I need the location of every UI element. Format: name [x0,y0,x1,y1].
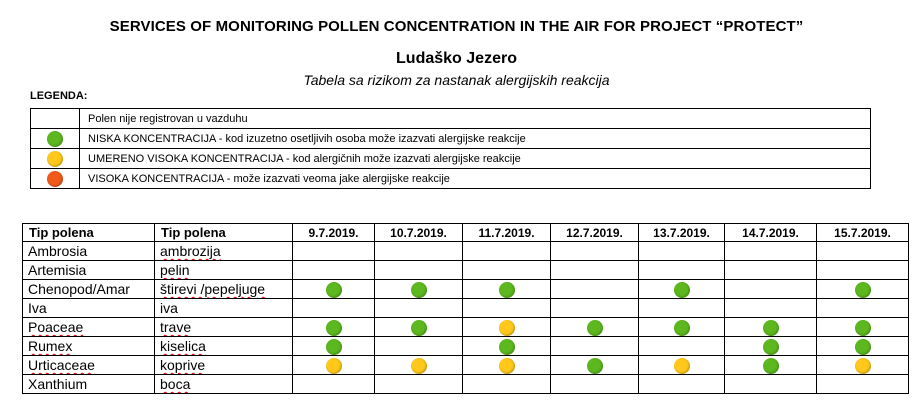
legend-swatch-cell [31,169,80,189]
concentration-cell [293,299,375,318]
concentration-cell [551,318,639,337]
concentration-cell [463,337,551,356]
date-header: 13.7.2019. [639,224,725,242]
concentration-cell [725,280,817,299]
table-row [23,337,909,356]
cell-text: kiselica [160,338,206,354]
cell-text: Iva [28,300,47,316]
concentration-cell [817,299,909,318]
cell-text: Urticaceae [28,357,95,373]
concentration-cell [293,242,375,261]
legend-swatch-cell [31,109,80,129]
legend-row [31,129,871,149]
pollen-local-name [155,337,293,356]
pollen-table [22,223,909,394]
low-concentration-dot-icon [411,282,427,298]
table-row [23,261,909,280]
concentration-cell [375,337,463,356]
concentration-cell [639,337,725,356]
medium-concentration-dot-icon [499,358,515,374]
concentration-cell [639,356,725,375]
cell-text: Poaceae [28,319,84,335]
low-concentration-dot-icon [763,320,779,336]
date-header: 14.7.2019. [725,224,817,242]
concentration-cell [293,318,375,337]
legend-text: VISOKA KONCENTRACIJA - može izazvati veoma jake alergijske reakcije [80,169,871,189]
pollen-local-name [155,318,293,337]
legend-row [31,149,871,169]
cell-text: štirevi /pepeljuge [160,281,266,297]
low-concentration-dot-icon [47,131,63,147]
concentration-cell [725,242,817,261]
page-title: SERVICES OF MONITORING POLLEN CONCENTRATION IN THE AIR FOR PROJECT “PROTECT” [109,18,804,35]
concentration-cell [463,261,551,280]
legend-text: UMERENO VISOKA KONCENTRACIJA - kod alergičnih može izazvati alergijske reakcije [80,149,871,169]
concentration-cell [463,299,551,318]
concentration-cell [639,261,725,280]
concentration-cell [293,356,375,375]
pollen-local-name [155,242,293,261]
concentration-cell [375,375,463,394]
concentration-cell [725,261,817,280]
low-concentration-dot-icon [411,320,427,336]
concentration-cell [463,356,551,375]
concentration-cell [551,356,639,375]
pollen-local-name [155,280,293,299]
table-row [23,375,909,394]
concentration-cell [639,375,725,394]
low-concentration-dot-icon [855,320,871,336]
pollen-local-name [155,375,293,394]
low-concentration-dot-icon [587,358,603,374]
column-header-latin: Tip polena [23,224,155,242]
pollen-latin-name [23,318,155,337]
concentration-cell [375,280,463,299]
pollen-latin-name [23,356,155,375]
concentration-cell [551,242,639,261]
concentration-cell [817,356,909,375]
concentration-cell [551,299,639,318]
concentration-cell [725,375,817,394]
legend-row [31,169,871,189]
low-concentration-dot-icon [499,339,515,355]
low-concentration-dot-icon [326,282,342,298]
concentration-cell [375,242,463,261]
concentration-cell [551,375,639,394]
concentration-cell [725,337,817,356]
pollen-latin-name [23,299,155,318]
date-header: 9.7.2019. [293,224,375,242]
date-header: 11.7.2019. [463,224,551,242]
table-row [23,280,909,299]
legend-swatch-cell [31,129,80,149]
concentration-cell [725,356,817,375]
table-subtitle: Tabela sa rizikom za nastanak alergijskih reakcija [303,72,610,88]
concentration-cell [293,261,375,280]
concentration-cell [375,261,463,280]
pollen-local-name [155,356,293,375]
concentration-cell [551,280,639,299]
pollen-latin-name [23,280,155,299]
low-concentration-dot-icon [499,282,515,298]
cell-text: Ambrosia [28,243,88,259]
medium-concentration-dot-icon [326,358,342,374]
concentration-cell [817,242,909,261]
pollen-latin-name [23,375,155,394]
column-header-local: Tip polena [155,224,293,242]
pollen-latin-name [23,261,155,280]
cell-text: Chenopod/Amar [28,281,130,297]
medium-concentration-dot-icon [674,358,690,374]
cell-text: koprive [160,357,206,373]
low-concentration-dot-icon [855,282,871,298]
cell-text: ambrozija [160,243,221,259]
cell-text: Artemisia [28,262,87,278]
concentration-cell [551,261,639,280]
concentration-cell [639,280,725,299]
medium-concentration-dot-icon [47,151,63,167]
low-concentration-dot-icon [855,339,871,355]
cell-text: pelin [160,262,190,278]
cell-text: iva [160,300,178,316]
pollen-local-name [155,261,293,280]
concentration-cell [725,299,817,318]
concentration-cell [463,280,551,299]
high-concentration-dot-icon [47,171,63,187]
table-row [23,318,909,337]
medium-concentration-dot-icon [499,320,515,336]
concentration-cell [463,318,551,337]
cell-text: Rumex [28,338,73,354]
medium-concentration-dot-icon [855,358,871,374]
concentration-cell [817,261,909,280]
concentration-cell [375,299,463,318]
low-concentration-dot-icon [763,339,779,355]
date-header: 12.7.2019. [551,224,639,242]
table-row [23,356,909,375]
low-concentration-dot-icon [674,320,690,336]
low-concentration-dot-icon [763,358,779,374]
concentration-cell [817,375,909,394]
medium-concentration-dot-icon [411,358,427,374]
concentration-cell [639,318,725,337]
table-row [23,299,909,318]
pollen-local-name [155,299,293,318]
low-concentration-dot-icon [326,339,342,355]
date-header: 10.7.2019. [375,224,463,242]
concentration-cell [817,318,909,337]
legend-table [30,108,871,189]
concentration-cell [639,242,725,261]
legend-row [31,109,871,129]
table-row [23,242,909,261]
legend-text: NISKA KONCENTRACIJA - kod izuzetno osetljivih osoba može izazvati alergijske reakcije [80,129,871,149]
cell-text: trave [160,319,192,335]
concentration-cell [463,375,551,394]
concentration-cell [375,356,463,375]
concentration-cell [817,280,909,299]
concentration-cell [375,318,463,337]
date-header: 15.7.2019. [817,224,909,242]
low-concentration-dot-icon [587,320,603,336]
pollen-latin-name [23,242,155,261]
concentration-cell [293,337,375,356]
concentration-cell [293,280,375,299]
location-title: Ludaško Jezero [396,50,517,67]
cell-text: Xanthium [28,376,88,392]
pollen-latin-name [23,337,155,356]
concentration-cell [463,242,551,261]
concentration-cell [639,299,725,318]
low-concentration-dot-icon [326,320,342,336]
concentration-cell [551,337,639,356]
low-concentration-dot-icon [674,282,690,298]
concentration-cell [725,318,817,337]
legend-label: LEGENDA: [30,90,88,102]
legend-text: Polen nije registrovan u vazduhu [80,109,871,129]
cell-text: boca [160,376,191,392]
concentration-cell [293,375,375,394]
legend-swatch-cell [31,149,80,169]
concentration-cell [817,337,909,356]
